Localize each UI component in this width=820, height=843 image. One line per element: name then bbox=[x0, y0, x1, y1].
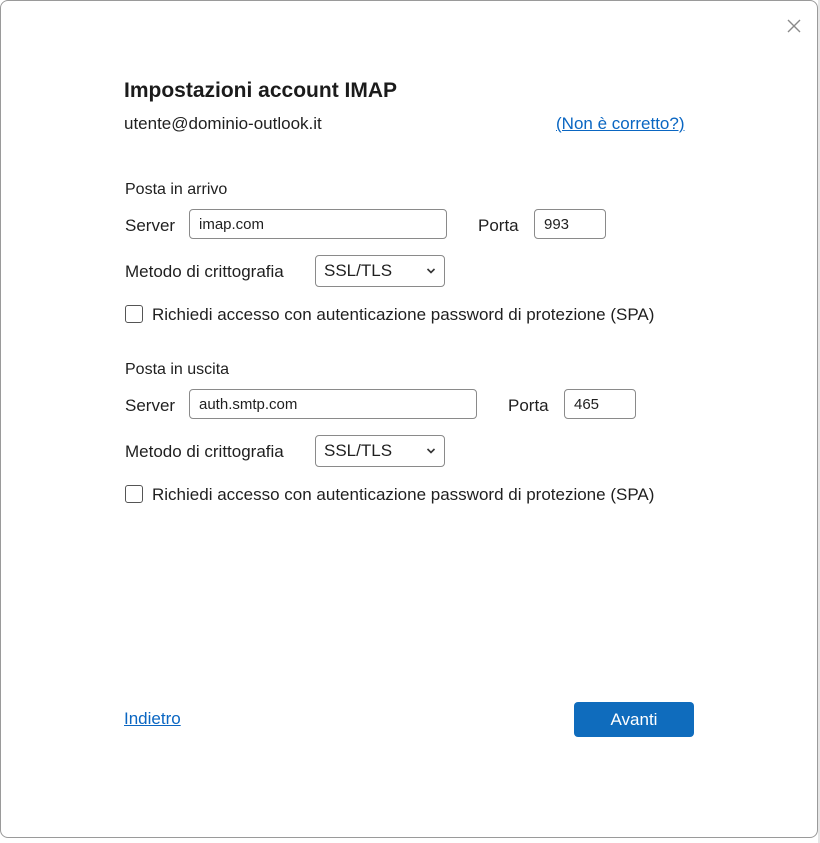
outgoing-encryption-select[interactable] bbox=[315, 435, 445, 467]
close-icon bbox=[786, 18, 802, 34]
chevron-down-icon bbox=[426, 267, 436, 275]
close-button[interactable] bbox=[782, 14, 806, 38]
chevron-down-icon bbox=[426, 447, 436, 455]
incoming-port-label: Porta bbox=[478, 216, 519, 235]
outgoing-port-label: Porta bbox=[508, 396, 549, 415]
outgoing-server-label: Server bbox=[125, 396, 176, 415]
outgoing-encryption-value: SSL/TLS bbox=[324, 441, 393, 460]
incoming-encryption-value: SSL/TLS bbox=[324, 261, 393, 280]
not-correct-link[interactable]: (Non è corretto?) bbox=[556, 114, 685, 133]
next-button[interactable]: Avanti bbox=[574, 702, 694, 737]
outgoing-encryption-label: Metodo di crittografia bbox=[125, 442, 284, 461]
outgoing-server-input[interactable] bbox=[189, 389, 477, 419]
outgoing-spa-label: Richiedi accesso con autenticazione password di protezione (SPA) bbox=[152, 485, 655, 504]
back-link[interactable]: Indietro bbox=[124, 709, 181, 728]
incoming-encryption-label: Metodo di crittografia bbox=[125, 262, 284, 281]
incoming-server-label: Server bbox=[125, 216, 176, 235]
page-title: Impostazioni account IMAP bbox=[124, 79, 398, 102]
incoming-section-title: Posta in arrivo bbox=[125, 181, 228, 198]
outgoing-spa-checkbox[interactable] bbox=[125, 485, 143, 503]
incoming-server-input[interactable] bbox=[189, 209, 447, 239]
outgoing-section-title: Posta in uscita bbox=[125, 361, 230, 378]
incoming-spa-label: Richiedi accesso con autenticazione password di protezione (SPA) bbox=[152, 305, 655, 324]
incoming-spa-checkbox[interactable] bbox=[125, 305, 143, 323]
account-email: utente@dominio-outlook.it bbox=[124, 114, 322, 133]
incoming-encryption-select[interactable] bbox=[315, 255, 445, 287]
incoming-port-input[interactable] bbox=[534, 209, 606, 239]
outgoing-port-input[interactable] bbox=[564, 389, 636, 419]
